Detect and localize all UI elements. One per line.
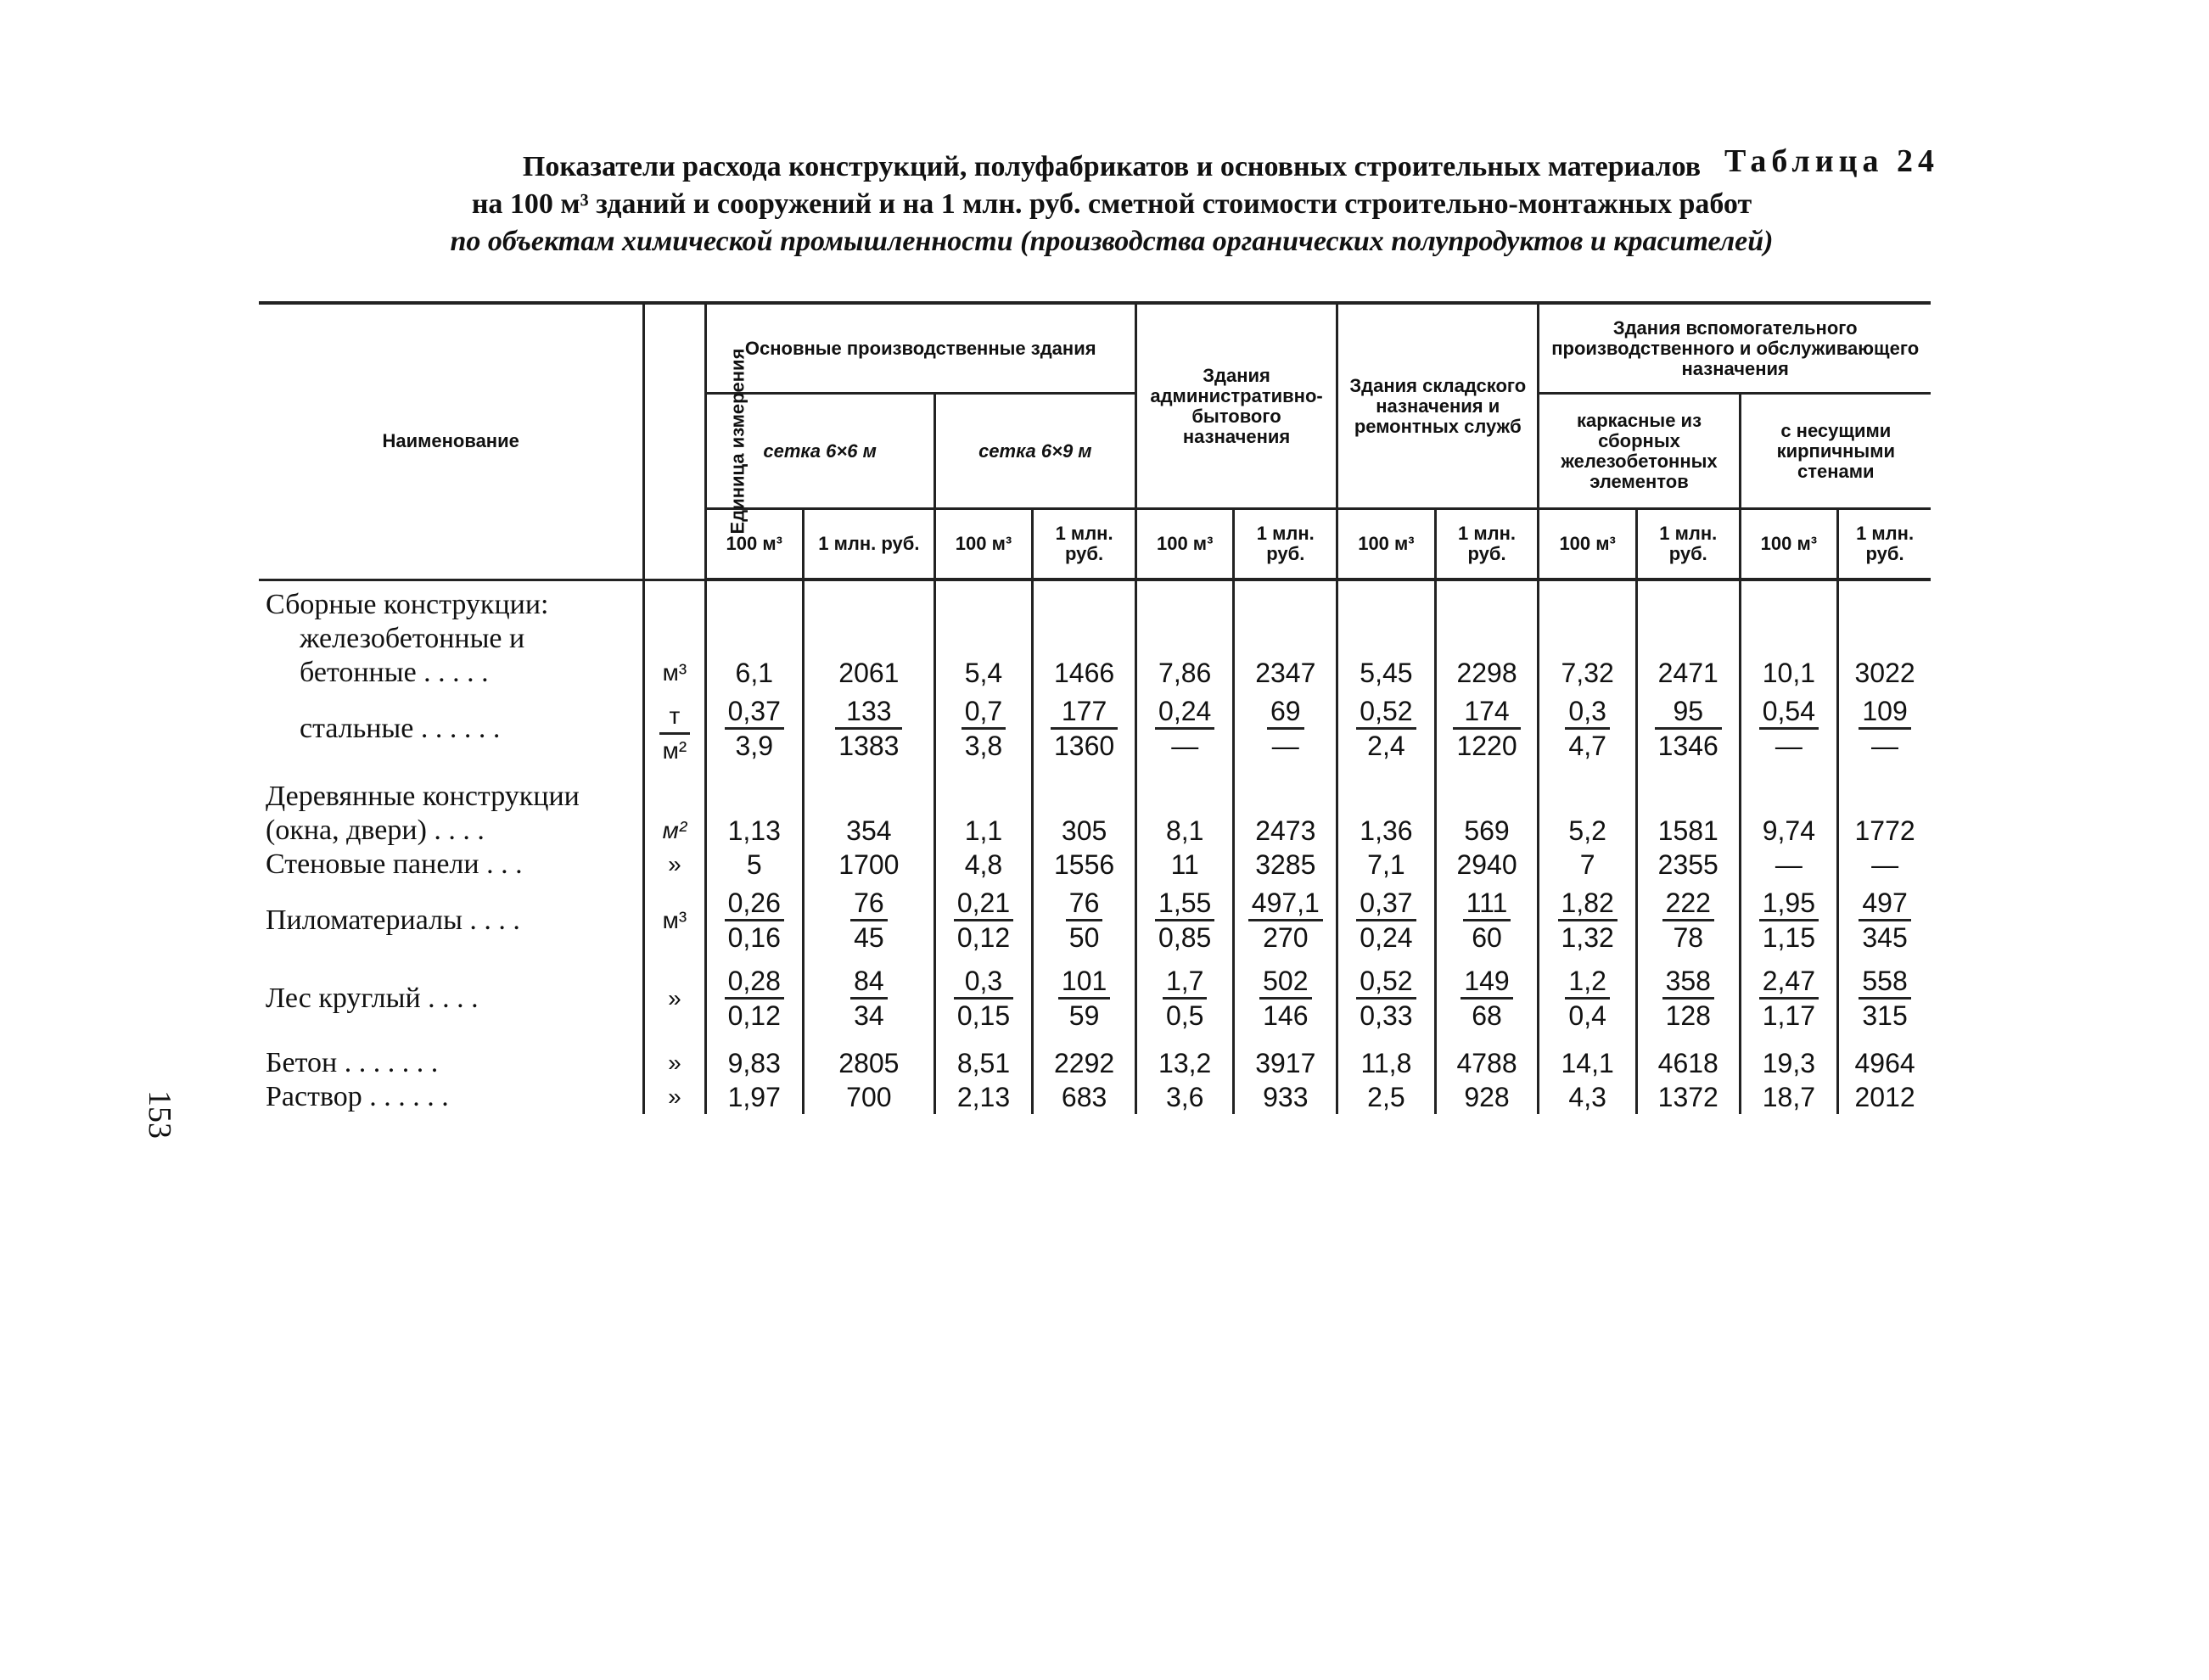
header-per-mln: 1 млн. руб. bbox=[1033, 509, 1136, 580]
value-denominator: 0,4 bbox=[1568, 1000, 1606, 1031]
value-cell: 2,13 bbox=[934, 1080, 1033, 1114]
row-unit: » bbox=[644, 848, 705, 882]
row-unit: м³ bbox=[644, 622, 705, 690]
value-cell: 4788 bbox=[1435, 1038, 1539, 1080]
table-row bbox=[259, 848, 1931, 882]
value-cell: 7,1 bbox=[1337, 848, 1436, 882]
value-numerator: 0,37 bbox=[725, 695, 784, 730]
value-numerator: 0,52 bbox=[1356, 695, 1416, 730]
value-numerator: 69 bbox=[1267, 695, 1304, 730]
value-denominator: 2,4 bbox=[1367, 730, 1405, 761]
value-cell: 4618 bbox=[1636, 1038, 1740, 1080]
value-cell: 7,32 bbox=[1539, 622, 1637, 690]
table-row bbox=[259, 1080, 1931, 1114]
value-cell: 2061 bbox=[804, 622, 935, 690]
value-denominator: 0,12 bbox=[727, 1000, 781, 1031]
row-name: Деревянные конструкции bbox=[266, 780, 580, 812]
header-per100: 100 м³ bbox=[705, 509, 804, 580]
value-cell bbox=[1539, 882, 1637, 960]
value-cell: 2473 bbox=[1234, 814, 1337, 848]
value-cell: 2292 bbox=[1033, 1038, 1136, 1080]
value-cell: 3917 bbox=[1234, 1038, 1337, 1080]
row-unit: » bbox=[644, 1080, 705, 1114]
value-denominator: 315 bbox=[1862, 1000, 1908, 1031]
value-numerator: 76 bbox=[850, 887, 888, 921]
value-denominator: 45 bbox=[854, 921, 884, 953]
value-cell: 4,3 bbox=[1539, 1080, 1637, 1114]
value-cell bbox=[1234, 882, 1337, 960]
header-per100: 100 м³ bbox=[1539, 509, 1637, 580]
value-cell bbox=[1135, 690, 1234, 768]
value-denominator: 0,5 bbox=[1165, 1000, 1204, 1031]
value-numerator: 0,52 bbox=[1356, 965, 1416, 1000]
value-cell bbox=[804, 960, 935, 1038]
header-per-mln: 1 млн. руб. bbox=[1636, 509, 1740, 580]
header-name: Наименование bbox=[259, 303, 644, 580]
value-cell: 354 bbox=[804, 814, 935, 848]
value-numerator: 101 bbox=[1058, 965, 1110, 1000]
row-name: Пиломатериалы . . . . bbox=[266, 904, 520, 936]
page-number: 153 bbox=[142, 1090, 177, 1139]
value-cell bbox=[1033, 690, 1136, 768]
value-cell: 14,1 bbox=[1539, 1038, 1637, 1080]
value-denominator: 1,15 bbox=[1762, 921, 1815, 953]
value-cell: 1,36 bbox=[1337, 814, 1436, 848]
title-line-2: на 100 м³ зданий и сооружений и на 1 млн. руб. сметной стоимости строительно-монтажных работ bbox=[471, 188, 1752, 220]
value-cell: 10,1 bbox=[1740, 622, 1838, 690]
value-cell: 5,2 bbox=[1539, 814, 1637, 848]
header-admin-buildings: Здания административно-бытового назначения bbox=[1135, 303, 1337, 509]
value-cell: 13,2 bbox=[1135, 1038, 1234, 1080]
value-cell bbox=[1337, 882, 1436, 960]
row-name: (окна, двери) . . . . bbox=[266, 814, 485, 846]
value-denominator: 78 bbox=[1673, 921, 1704, 953]
value-cell bbox=[1435, 960, 1539, 1038]
row-name: Раствор . . . . . . bbox=[266, 1080, 449, 1112]
value-cell: 683 bbox=[1033, 1080, 1136, 1114]
value-cell: 2940 bbox=[1435, 848, 1539, 882]
value-numerator: 502 bbox=[1259, 965, 1311, 1000]
value-cell bbox=[1740, 882, 1838, 960]
header-per-mln: 1 млн. руб. bbox=[804, 509, 935, 580]
value-cell: 700 bbox=[804, 1080, 935, 1114]
value-cell: 2298 bbox=[1435, 622, 1539, 690]
value-cell: 1556 bbox=[1033, 848, 1136, 882]
value-cell bbox=[1636, 882, 1740, 960]
value-cell: 19,3 bbox=[1740, 1038, 1838, 1080]
value-numerator: 0,7 bbox=[962, 695, 1006, 730]
value-cell: 928 bbox=[1435, 1080, 1539, 1114]
value-denominator: 128 bbox=[1665, 1000, 1711, 1031]
value-cell: 3285 bbox=[1234, 848, 1337, 882]
row-unit: м³ bbox=[644, 882, 705, 960]
value-numerator: 0,3 bbox=[1565, 695, 1609, 730]
value-cell: — bbox=[1838, 848, 1931, 882]
value-cell bbox=[1636, 690, 1740, 768]
value-cell bbox=[1033, 960, 1136, 1038]
value-cell bbox=[1838, 882, 1931, 960]
value-cell: 5,45 bbox=[1337, 622, 1436, 690]
value-numerator: 0,24 bbox=[1155, 695, 1214, 730]
value-cell: 2355 bbox=[1636, 848, 1740, 882]
header-per-mln: 1 млн. руб. bbox=[1234, 509, 1337, 580]
value-denominator: 3,9 bbox=[735, 730, 773, 761]
value-cell: 11 bbox=[1135, 848, 1234, 882]
value-cell bbox=[934, 960, 1033, 1038]
value-numerator: 1,55 bbox=[1155, 887, 1214, 921]
value-cell bbox=[1234, 960, 1337, 1038]
value-cell: 569 bbox=[1435, 814, 1539, 848]
value-cell bbox=[1337, 960, 1436, 1038]
row-unit: » bbox=[644, 960, 705, 1038]
value-cell: 8,1 bbox=[1135, 814, 1234, 848]
row-name: Бетон . . . . . . . bbox=[266, 1046, 439, 1078]
value-cell: 9,83 bbox=[705, 1038, 804, 1080]
value-numerator: 133 bbox=[835, 695, 902, 730]
value-denominator: — bbox=[1171, 730, 1199, 761]
value-numerator: 0,54 bbox=[1759, 695, 1819, 730]
header-main-production: Основные производственные здания bbox=[705, 303, 1135, 394]
value-cell bbox=[1740, 960, 1838, 1038]
value-denominator: 345 bbox=[1862, 921, 1908, 953]
value-denominator: 0,85 bbox=[1158, 921, 1212, 953]
value-numerator: 0,3 bbox=[954, 965, 1013, 1000]
header-unit: Единица измерения bbox=[644, 303, 705, 580]
row-unit: » bbox=[644, 1038, 705, 1080]
value-denominator: 1220 bbox=[1456, 730, 1517, 761]
value-numerator: 0,28 bbox=[725, 965, 784, 1000]
value-cell: 2805 bbox=[804, 1038, 935, 1080]
value-cell bbox=[1135, 960, 1234, 1038]
value-numerator: 1,2 bbox=[1565, 965, 1609, 1000]
value-cell bbox=[934, 882, 1033, 960]
value-numerator: 76 bbox=[1066, 887, 1103, 921]
value-cell bbox=[1838, 960, 1931, 1038]
value-cell: 933 bbox=[1234, 1080, 1337, 1114]
header-per100: 100 м³ bbox=[1740, 509, 1838, 580]
value-cell bbox=[1337, 690, 1436, 768]
table-row bbox=[259, 690, 1931, 768]
header-aux-buildings: Здания вспомогательного производственного и обслуживающего назначения bbox=[1539, 303, 1931, 394]
value-numerator: 1,95 bbox=[1759, 887, 1819, 921]
value-cell: 1700 bbox=[804, 848, 935, 882]
value-cell: 1466 bbox=[1033, 622, 1136, 690]
value-denominator: 59 bbox=[1068, 1000, 1100, 1031]
value-cell bbox=[1033, 882, 1136, 960]
header-per100: 100 м³ bbox=[1337, 509, 1436, 580]
table-row bbox=[259, 580, 1931, 622]
header-grid-6x6: сетка 6×6 м bbox=[705, 394, 934, 509]
value-denominator: 1383 bbox=[838, 730, 900, 761]
value-cell: 2471 bbox=[1636, 622, 1740, 690]
value-numerator: 358 bbox=[1662, 965, 1714, 1000]
value-denominator: 1,32 bbox=[1561, 921, 1614, 953]
value-cell: 1772 bbox=[1838, 814, 1931, 848]
header-brick-buildings: с несущими кирпичными стенами bbox=[1740, 394, 1931, 509]
row-name: стальные . . . . . . bbox=[300, 712, 501, 744]
value-cell: 1581 bbox=[1636, 814, 1740, 848]
value-cell bbox=[804, 690, 935, 768]
table-row bbox=[259, 814, 1931, 848]
value-cell: 11,8 bbox=[1337, 1038, 1436, 1080]
value-cell: 9,74 bbox=[1740, 814, 1838, 848]
value-cell: 4964 bbox=[1838, 1038, 1931, 1080]
value-cell bbox=[705, 690, 804, 768]
value-cell: 1,13 bbox=[705, 814, 804, 848]
value-numerator: 177 bbox=[1051, 695, 1118, 730]
value-cell: 5,4 bbox=[934, 622, 1033, 690]
value-cell: 4,8 bbox=[934, 848, 1033, 882]
value-cell bbox=[1135, 882, 1234, 960]
header-per-mln: 1 млн. руб. bbox=[1838, 509, 1931, 580]
value-cell: 18,7 bbox=[1740, 1080, 1838, 1114]
value-cell bbox=[1636, 960, 1740, 1038]
value-numerator: 109 bbox=[1859, 695, 1910, 730]
value-cell bbox=[1435, 882, 1539, 960]
value-cell: 305 bbox=[1033, 814, 1136, 848]
value-cell: 3022 bbox=[1838, 622, 1931, 690]
value-denominator: 4,7 bbox=[1568, 730, 1606, 761]
header-warehouse-buildings: Здания складского назначения и ремонтных служб bbox=[1337, 303, 1539, 509]
value-cell: 1,1 bbox=[934, 814, 1033, 848]
value-denominator: 1360 bbox=[1053, 730, 1115, 761]
value-denominator: 0,24 bbox=[1360, 921, 1413, 953]
value-cell bbox=[934, 690, 1033, 768]
table-row bbox=[259, 768, 1931, 814]
table-row bbox=[259, 622, 1931, 690]
value-cell: 8,51 bbox=[934, 1038, 1033, 1080]
value-cell bbox=[1435, 690, 1539, 768]
value-cell: 3,6 bbox=[1135, 1080, 1234, 1114]
value-numerator: 497 bbox=[1859, 887, 1910, 921]
header-frame-buildings: каркасные из сборных железобетонных элементов bbox=[1539, 394, 1740, 509]
header-grid-6x9: сетка 6×9 м bbox=[934, 394, 1135, 509]
materials-table bbox=[259, 301, 1931, 1114]
table-row bbox=[259, 960, 1931, 1038]
table-label: Таблица 24 bbox=[1724, 143, 1939, 179]
value-numerator: 558 bbox=[1859, 965, 1910, 1000]
value-numerator: 111 bbox=[1463, 887, 1511, 921]
value-cell: — bbox=[1740, 848, 1838, 882]
table-row bbox=[259, 882, 1931, 960]
value-denominator: 0,16 bbox=[727, 921, 781, 953]
value-cell bbox=[1838, 690, 1931, 768]
header-per100: 100 м³ bbox=[1135, 509, 1234, 580]
value-denominator: 0,12 bbox=[956, 921, 1011, 953]
value-cell: 7 bbox=[1539, 848, 1637, 882]
value-numerator: 222 bbox=[1662, 887, 1714, 921]
value-cell: 1,97 bbox=[705, 1080, 804, 1114]
value-numerator: 0,26 bbox=[725, 887, 784, 921]
value-denominator: — bbox=[1271, 730, 1299, 761]
value-numerator: 497,1 bbox=[1248, 887, 1323, 921]
value-cell: 7,86 bbox=[1135, 622, 1234, 690]
row-unit: м² bbox=[644, 814, 705, 848]
value-numerator: 149 bbox=[1461, 965, 1512, 1000]
value-denominator: 60 bbox=[1472, 921, 1502, 953]
value-denominator: 270 bbox=[1263, 921, 1309, 953]
value-cell bbox=[705, 882, 804, 960]
value-numerator: 0,21 bbox=[954, 887, 1013, 921]
value-cell: 2012 bbox=[1838, 1080, 1931, 1114]
value-cell bbox=[1740, 690, 1838, 768]
row-name: железобетонные и бетонные . . . . . bbox=[300, 622, 525, 688]
value-cell: 6,1 bbox=[705, 622, 804, 690]
value-denominator: — bbox=[1774, 730, 1803, 761]
value-cell bbox=[804, 882, 935, 960]
value-denominator: 68 bbox=[1472, 1000, 1502, 1031]
value-numerator: 84 bbox=[850, 965, 888, 1000]
value-denominator: 146 bbox=[1263, 1000, 1309, 1031]
row-name: Сборные конструкции: bbox=[266, 588, 549, 620]
title-line-3: по объектам химической промышленности (производства органических полупродуктов и красителей) bbox=[450, 226, 1774, 257]
value-numerator: 1,82 bbox=[1558, 887, 1618, 921]
value-denominator: 3,8 bbox=[964, 730, 1003, 761]
value-denominator: 1,17 bbox=[1762, 1000, 1815, 1031]
value-numerator: 0,37 bbox=[1356, 887, 1416, 921]
value-numerator: 95 bbox=[1655, 695, 1722, 730]
value-cell: 2347 bbox=[1234, 622, 1337, 690]
header-per100: 100 м³ bbox=[934, 509, 1033, 580]
row-name: Стеновые панели . . . bbox=[266, 848, 523, 880]
value-denominator: 0,33 bbox=[1360, 1000, 1413, 1031]
value-denominator: — bbox=[1871, 730, 1899, 761]
table-row bbox=[259, 1038, 1931, 1080]
value-denominator: 0,15 bbox=[956, 1000, 1011, 1031]
value-cell bbox=[1234, 690, 1337, 768]
title-line-1: Показатели расхода конструкций, полуфабрикатов и основных строительных материалов bbox=[522, 151, 1702, 182]
value-cell: 1372 bbox=[1636, 1080, 1740, 1114]
row-name: Лес круглый . . . . bbox=[266, 982, 479, 1014]
header-per-mln: 1 млн. руб. bbox=[1435, 509, 1539, 580]
value-numerator: 174 bbox=[1453, 695, 1520, 730]
value-cell bbox=[1539, 690, 1637, 768]
value-numerator: 1,7 bbox=[1163, 965, 1207, 1000]
row-unit: $\frac{т}{\text{м²}}$ bbox=[644, 690, 705, 768]
value-denominator: 1346 bbox=[1657, 730, 1718, 761]
value-denominator: 34 bbox=[854, 1000, 884, 1031]
value-cell: 5 bbox=[705, 848, 804, 882]
value-cell: 2,5 bbox=[1337, 1080, 1436, 1114]
value-cell bbox=[705, 960, 804, 1038]
value-cell bbox=[1539, 960, 1637, 1038]
value-denominator: 50 bbox=[1068, 921, 1100, 953]
value-numerator: 2,47 bbox=[1759, 965, 1819, 1000]
